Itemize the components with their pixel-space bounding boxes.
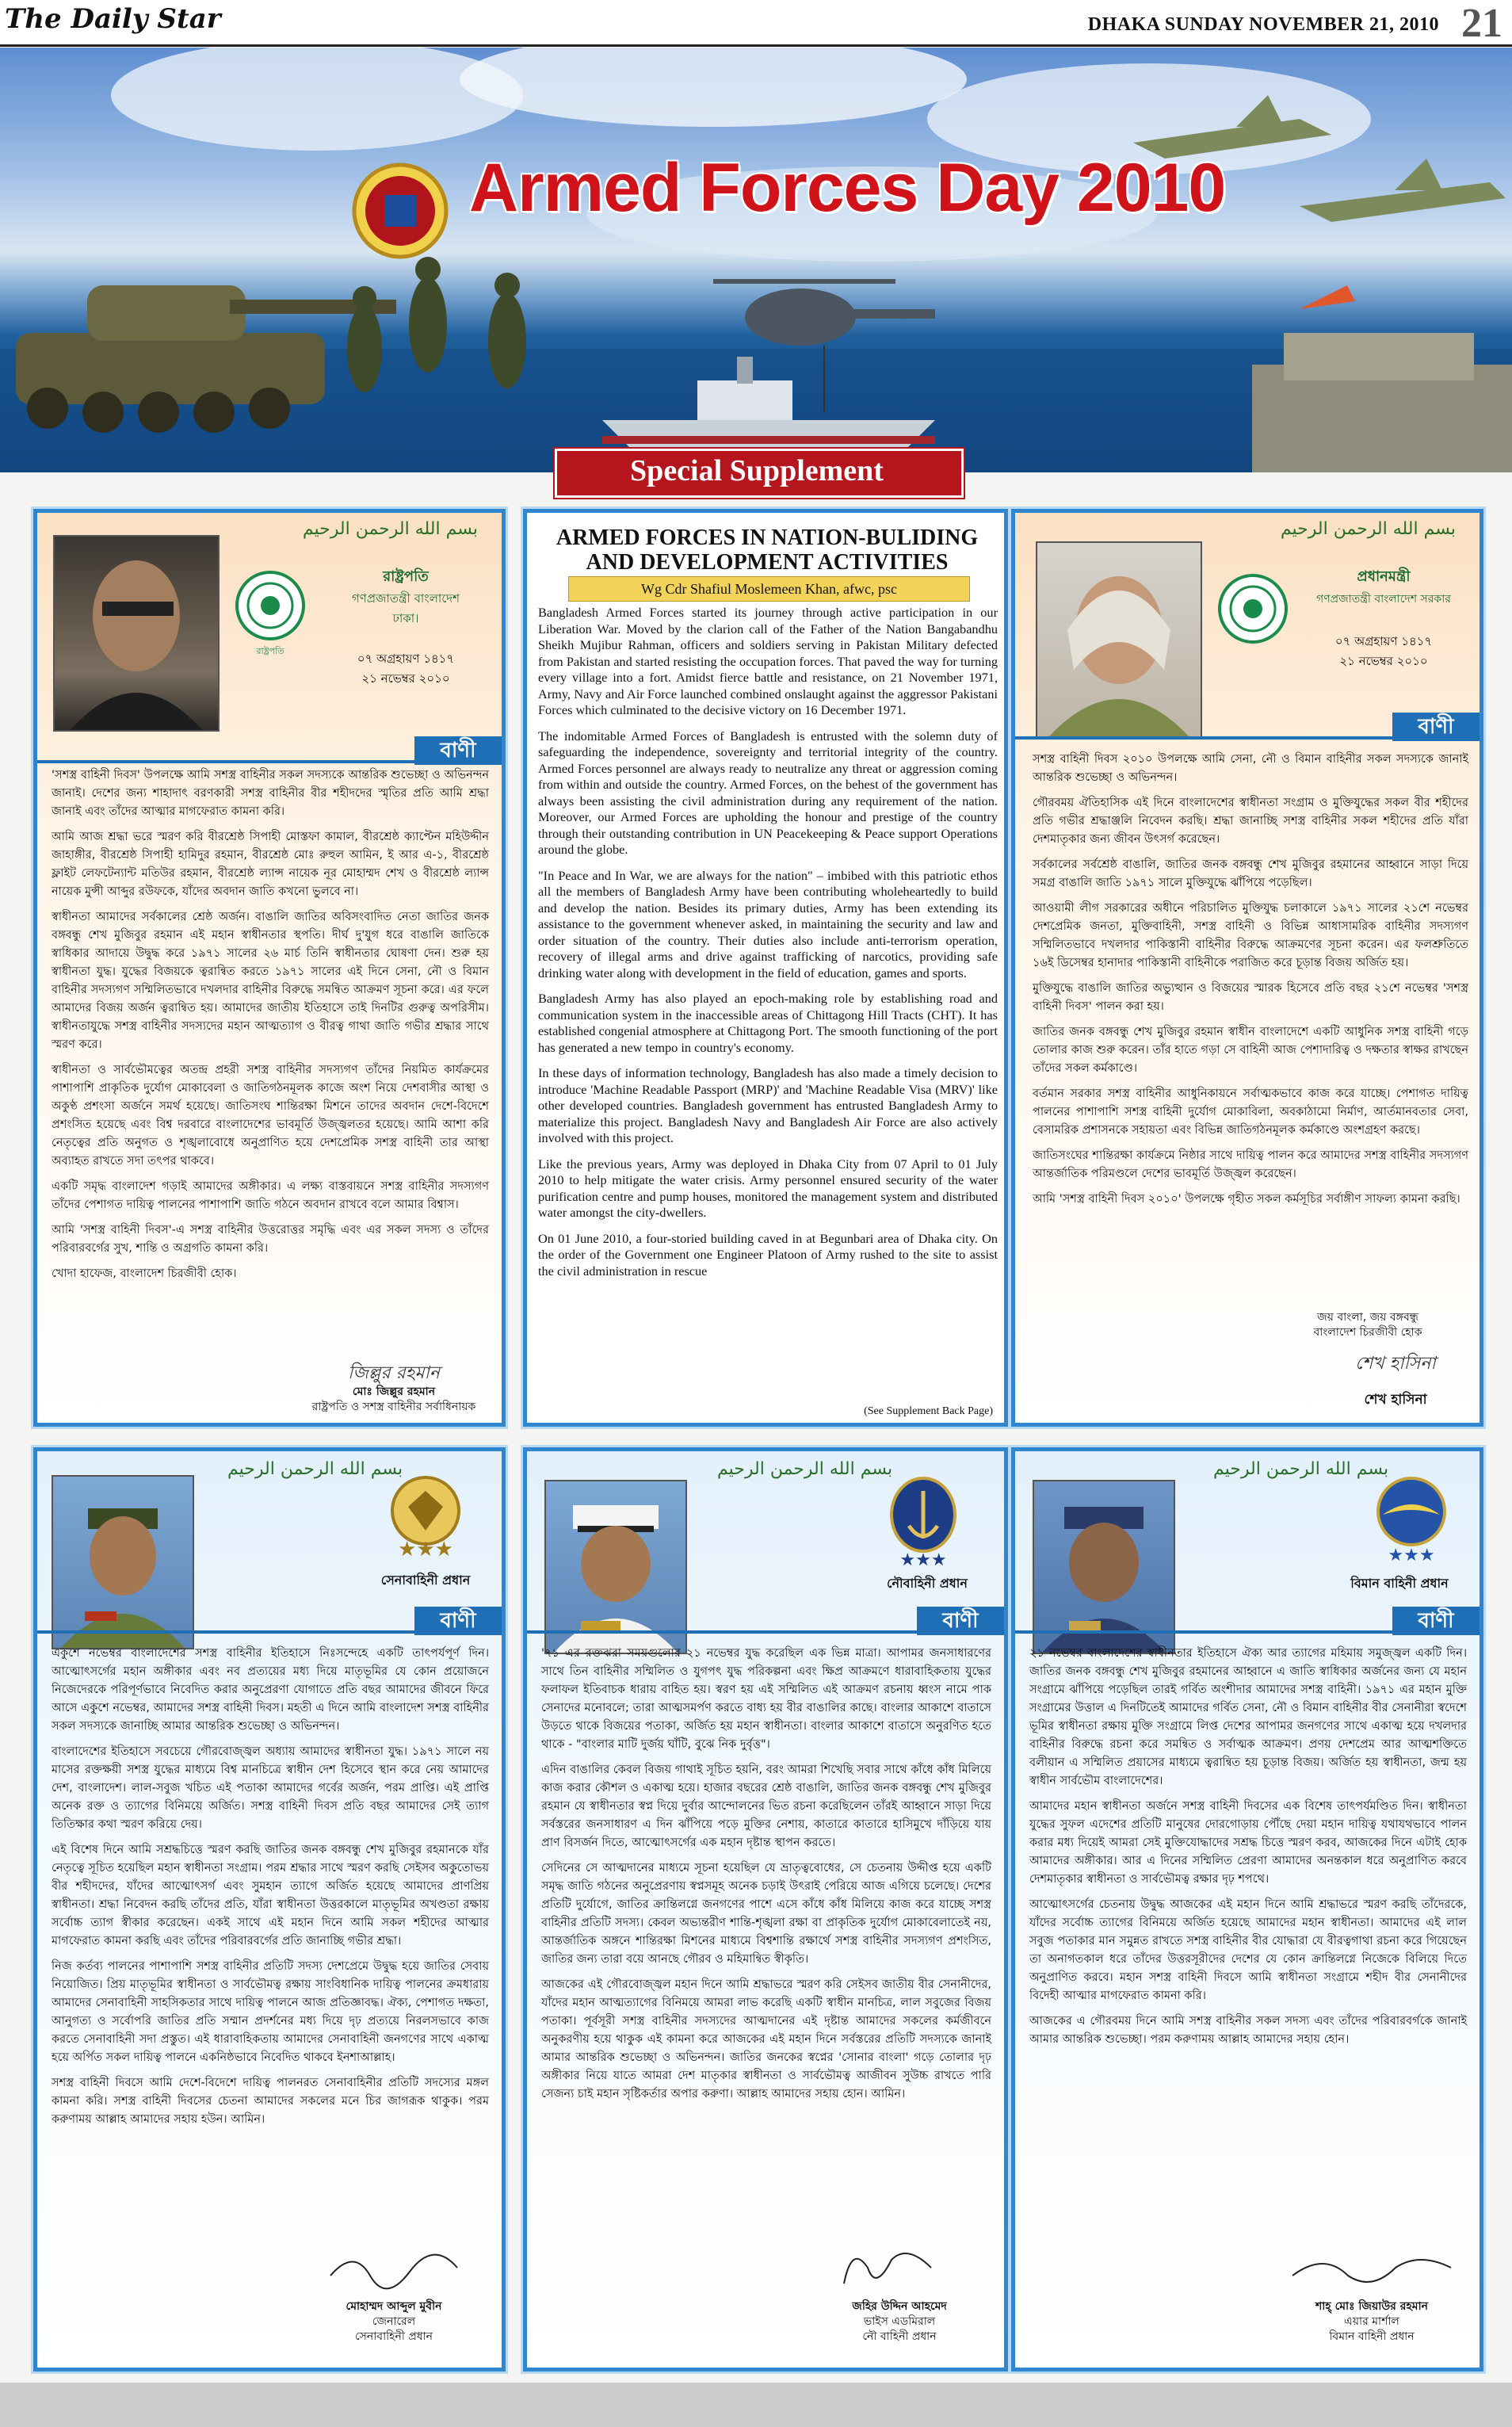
president-signature: জিল্লুর রহমান — [347, 1363, 441, 1383]
pm-subtitle: গণপ্রজাতন্ত্রী বাংলাদেশ সরকার — [1316, 593, 1451, 606]
paragraph: মুক্তিযুদ্ধে বাঙালি জাতির অভ্যুত্থান ও বিজয়ের স্মারক হিসেবে প্রতি বছর ২১শে নভেম্বর 'সশস্ত্র বাহিনী দিবস' পালন করা হয়। — [1033, 982, 1468, 1013]
army-chief-signature — [323, 2244, 465, 2295]
page-footer-strip — [0, 2383, 1512, 2427]
pm-name: শেখ হাসিনা — [1364, 1392, 1427, 1408]
paragraph: আমি আজ শ্রদ্ধা ভরে স্মরণ করি বীরশ্রেষ্ঠ সিপাহী মোস্তফা কামাল, বীরশ্রেষ্ঠ ক্যাপ্টেন মহিউদ্দীন জাহাঙ্গীর, বীরশ্রেষ্ঠ সিপাহী হামিদুর রহমান, বীরশ্রেষ্ঠ মোঃ রুহুল আমিন, ই আর এ-১, বীরশ্রেষ্ঠ ফ্লাইট লেফটেন্যান্ট মতিউর রহমান, বীরশ্রেষ্ঠ ল্যান্স নায়েক নূর মোহাম্মদ শেখ ও বীরশ্রেষ্ঠ ল্যান্স নায়েক মুন্সী আব্দুর রউফকে, যাঁদের অবদান জাতি কখনো ভুলবে না। — [52, 831, 489, 898]
navy-chief-photo — [544, 1480, 687, 1654]
pm-closing — [1269, 1310, 1467, 1340]
prime-minister-message-panel — [1011, 509, 1483, 1427]
newspaper-logo: The Daily Star — [5, 3, 221, 35]
dateline: DHAKA SUNDAY NOVEMBER 21, 2010 — [1087, 14, 1439, 35]
article-body — [538, 605, 998, 1289]
president-designation: রাষ্ট্রপতি ও সশস্ত্র বাহিনীর সর্বাধিনায়ক — [311, 1401, 476, 1413]
navy-chief-signatory — [812, 2299, 987, 2345]
paragraph: বর্তমান সরকার সশস্ত্র বাহিনীর আধুনিকায়নে সর্বাত্মকভাবে কাজ করে যাচ্ছে। পেশাগত দায়িত্ব পালনের পাশাপাশি সশস্ত্র বাহিনী দুর্যোগ মোকাবিলা, অবকাঠামো নির্মাণ, আর্তমানবতার সেবা, বেসামরিক প্রশাসনকে সহায়তা এবং বিভিন্ন জাতিগঠনমূলক কর্মকাণ্ডে অংশগ্রহণ করছে। — [1033, 1087, 1468, 1137]
air-force-crest-emblem — [1364, 1470, 1459, 1565]
pm-date-bengali: ০৭ অগ্রহায়ণ ১৪১৭ — [1334, 634, 1433, 648]
pm-signature: শেখ হাসিনা — [1355, 1354, 1436, 1374]
paragraph: '৭১ এর রক্তঝরা সময়গুলোর ২১ নভেম্বর যুদ্ধ করেছিল এক ভিন্ন মাত্রা। আপামর জনসাধারণের সাথে তিন বাহিনীর সম্মিলিত ও যুগপৎ যুদ্ধ পরিকল্পনা এবং ক্ষিপ্র আক্রমণে ধারাবাহিকতায় যুদ্ধের ফলাফল ইতিবাচক ধারায় বাহিত হয়। স্বরণ হয় এই সম্মিলিত এই আক্রমণ রচনায় ধ্বংস নামে পাক সেনাদের মনোবলে; তারা আত্মসমর্পণ করতে বাধ্য হয় বীর বাঙালির কাছে। বাংলার আকাশে বাতাসে উড়তে থাকে বিজয়ের পতাকা, অর্জিত হয় মহান স্বাধীনতা। বাংলার আকাশে বাতাসে অনুরণিত হতে থাকে - "বাংলার মাটি দুর্জয় ঘাঁটি, বুঝে নিক দুর্বৃত্ত"। — [541, 1647, 991, 1751]
air-chief-signatory — [1277, 2299, 1467, 2345]
army-chief-signatory — [307, 2299, 481, 2345]
bani-label: বাণী — [1392, 1607, 1480, 1635]
president-date-gregorian: ২১ নভেম্বর ২০১০ — [361, 671, 450, 686]
paragraph: Bangladesh Armed Forces started its journey through active participation in our Liberation War. Moved by the clarion call of the Father of the Nation Bangabandhu Sheikh Mujibur Rahman, officers and soldiers serving in Pakistan Military defected from Pakistan and started resisting the occupation forces. That paved the way for turning every village into a fort. Amidst fierce battle and resistance, on 21 November 1971, Army, Navy and Air Force launched combined onslaught against the aggressor Pakistani Forces which culminated to the decisive victory on 16 December 1971. — [538, 605, 998, 717]
paragraph: জাতিসংঘের শান্তিরক্ষা কার্যক্রমে নিষ্ঠার সাথে দায়িত্ব পালন করে আমাদের সশস্ত্র বাহিনীর সদস্যগণ আন্তর্জাতিক পরিমণ্ডলে দেশের ভাবমূর্তি উজ্জ্বল করেছেন। — [1033, 1149, 1468, 1180]
bani-label: বাণী — [414, 736, 502, 765]
special-supplement-label: Special Supplement — [630, 454, 884, 487]
government-seal-emblem — [1213, 573, 1292, 652]
army-chief-message-panel — [33, 1447, 506, 2372]
banner-title: Armed Forces Day 2010 — [469, 150, 1226, 226]
armed-forces-emblem — [354, 165, 446, 257]
bani-label: বাণী — [917, 1607, 1004, 1635]
paragraph: সশস্ত্র বাহিনী দিবসে আমি দেশে-বিদেশে দায়িত্ব পালনরত সেনাবাহিনীর প্রতিটি সদস্যের মঙ্গল কামনা করি। সশস্ত্র বাহিনী দিবসের চেতনা আমাদের সকলের মনে চির জাগরূক থাকুক। পরম করুণাময় আল্লাহ আমাদের সহায় হউন। আমিন। — [52, 2077, 489, 2126]
paragraph: স্বাধীনতা আমাদের সর্বকালের শ্রেষ্ঠ অর্জন। বাঙালি জাতির অবিসংবাদিত নেতা জাতির জনক বঙ্গবন্ধু শেখ মুজিবুর রহমান এই মহান স্বাধীনতার স্থপতি। দীর্ঘ দু'যুগ ধরে বাঙালি জাতিকে স্বাধিকার আদায়ে উদ্বুদ্ধ করে ১৯৭১ সালের ২৬ মার্চ তিনি স্বাধীনতার ঘোষণা দেন। শুরু হয় স্বাধীনতা যুদ্ধ। যুদ্ধের বিজয়কে ত্বরান্বিত করতে ১৯৭১ সালের এই দিনে সেনা, নৌ ও বিমান বাহিনীর সদস্যগণ সম্মিলিতভাবে দখলদার বাহিনীর বিরুদ্ধে সমন্বিত আক্রমণ সূচনা করে। এর ফলে আমাদের বিজয় অর্জন ত্বরান্বিত হয়। আমাদের জাতীয় ইতিহাসে তাই দিনটির গুরুত্ব অপরিসীম। স্বাধীনতাযুদ্ধে সশস্ত্র বাহিনীর সদস্যদের মহান আত্মত্যাগ ও বীরত্ব গাথা জাতি গভীর শ্রদ্ধার সাথে স্মরণ করে। — [52, 911, 489, 1051]
army-chief-name: মোহাম্মদ আব্দুল মুবীন — [346, 2300, 442, 2313]
air-chief-designation: বিমান বাহিনী প্রধান — [1329, 2330, 1415, 2343]
army-title: সেনাবাহিনী প্রধান — [380, 1573, 471, 1588]
paragraph: এই বিশেষ দিনে আমি সশ্রদ্ধচিত্তে স্মরণ করছি জাতির জনক বঙ্গবন্ধু শেখ মুজিবুর রহমানকে যাঁর নেতৃত্বে সূচিত হয়েছিল মহান স্বাধীনতা সংগ্রাম। পরম শ্রদ্ধার সাথে স্মরণ করছি সেইসব অকুতোভয় বীর শহীদদের, যাঁদের আত্মোৎসর্গ এবং সুমহান ত্যাগে অর্জিত হয়েছে আমাদের প্রাণপ্রিয় স্বাধীনতা। শ্রদ্ধা নিবেদন করছি তাঁদের প্রতি, যাঁরা স্বাধীনতা উত্তরকালে মাতৃভূমির অখণ্ডতা রক্ষায় সর্বোচ্চ ত্যাগ স্বীকার করেছেন। একই সাথে এই মহান দিনে আমি সকল শহীদের আত্মার মাগফেরাত কামনা করছি এবং তাঁদের পরিবারবর্গের প্রতি জানাচ্ছি গভীর শ্রদ্ধা। — [52, 1844, 489, 1947]
pm-closing-line-2: বাংলাদেশ চিরজীবী হোক — [1313, 1326, 1422, 1339]
portrait-silhouette — [53, 1477, 193, 1648]
air-title: বিমান বাহিনী প্রধান — [1350, 1576, 1449, 1591]
navy-chief-name: জহির উদ্দিন আহমেদ — [852, 2300, 947, 2313]
air-chief-rank: এয়ার মার্শাল — [1344, 2315, 1399, 2328]
bismillah-calligraphy: بسم الله الرحمن الرحيم — [227, 1459, 403, 1479]
air-message-body — [1029, 1645, 1467, 2056]
president-subtitle: গণপ্রজাতন্ত্রী বাংলাদেশ — [351, 591, 460, 606]
bismillah-calligraphy: بسم الله الرحمن الرحيم — [1280, 519, 1456, 539]
president-photo — [53, 535, 220, 732]
paragraph: একটি সমৃদ্ধ বাংলাদেশ গড়াই আমাদের অঙ্গীকার। এ লক্ষ্য বাস্তবায়নে সশস্ত্র বাহিনীর সদস্যগণ তাঁদের পেশাগত দায়িত্ব পালনের পাশাপাশি জাতি গঠনে অবদান রাখবে বলে আমার বিশ্বাস। — [52, 1180, 489, 1211]
prime-minister-photo — [1036, 541, 1202, 738]
paragraph: আমি 'সশস্ত্র বাহিনী দিবস'-এ সশস্ত্র বাহিনীর উত্তরোত্তর সমৃদ্ধি এবং এর সকল সদস্য ও তাঁদের পরিবারবর্গের সুখ, শান্তি ও অগ্রগতি কামনা করি। — [52, 1224, 489, 1255]
paragraph: নিজ কর্তব্য পালনের পাশাপাশি সশস্ত্র বাহিনীর প্রতিটি সদস্য দেশপ্রেমে উদ্বুদ্ধ হয়ে জাতির সেবায় নিয়োজিত। প্রিয় মাতৃভূমির স্বাধীনতা ও সার্বভৌমত্ব রক্ষায় সাংবিধানিক দায়িত্ব পালনের ক্রমধারায় আমাদের সেনাবাহিনী সাহসিকতার সাথে দায়িত্ব পালনে আজ প্রতিজ্ঞাবদ্ধ। ঐক্য, পেশাগত দক্ষতা, আনুগত্য ও সর্বোপরি জাতির প্রতি সম্মান প্রদর্শনের মধ্য দিয়ে দৃঢ় প্রত্যয়ে নিরলসভাবে কাজ করতে সেনাবাহিনী সদা প্রস্তুত। এই ধারাবাহিকতায় আমাদের সেনাবাহিনী জনগণের সাথে একাত্ম হয়ে অর্পিত সকল দায়িত্ব পালনে একনিষ্ঠভাবে নিবেদিত থাকবে ইনশাআল্লাহ। — [52, 1960, 489, 2064]
article-panel — [523, 509, 1008, 1427]
bani-label: বাণী — [414, 1607, 502, 1635]
army-chief-photo — [52, 1475, 194, 1649]
portrait-silhouette — [546, 1481, 685, 1653]
paragraph: আমি 'সশস্ত্র বাহিনী দিবস ২০১০' উপলক্ষে গৃহীত সকল কর্মসূচির সর্বাঙ্গীণ সাফল্য কামনা করছি। — [1033, 1193, 1460, 1206]
air-chief-name: শাহ্‌ মোঃ জিয়াউর রহমান — [1315, 2300, 1428, 2313]
bismillah-calligraphy: بسم الله الرحمن الرحيم — [1213, 1459, 1389, 1479]
navy-chief-message-panel — [523, 1447, 1008, 2372]
pm-message-body — [1033, 751, 1468, 1216]
paragraph: আওয়ামী লীগ সরকারের অধীনে পরিচালিত মুক্তিযুদ্ধ চলাকালে ১৯৭১ সালের ২১শে নভেম্বর দেশপ্রেমিক জনতা, মুক্তিবাহিনী, সশস্ত্র বাহিনী ও বিভিন্ন আধাসামরিক বাহিনীর সদস্যগণ সম্মিলিতভাবে দখলদার পাকিস্তানী বাহিনীর বিরুদ্ধে আক্রমণের সূচনা করেন। এর ফলশ্রুতিতে ১৬ই ডিসেম্বর হানাদার পাকিস্তানী বাহিনীকে পরাজিত করে চূড়ান্ত বিজয় অর্জিত হয়। — [1033, 902, 1468, 969]
paragraph: ২১ নভেম্বর বাংলাদেশের স্বাধীনতার ইতিহাসে ঐক্য আর ত্যাগের মহিমায় সমুজ্জ্বল একটি দিন। জাতির জনক বঙ্গবন্ধু শেখ মুজিবুর রহমানের আহ্বানে এ জাতি স্বাধিকার অর্জনের জন্য যে মহান সংগ্রামে ঝাঁপিয়ে পড়েছিল তারই গর্বিত অংশীদার আমাদের সশস্ত্র বাহিনী। ১৯৭১ এর মহান মুক্তি সংগ্রামের উত্তাল এ দিনটিতেই আমাদের গর্বিত সেনা, নৌ ও বিমান বাহিনীর বীর সেনানীরা স্বদেশে ভূমির স্বাধীনতা রক্ষায় মুক্তি সংগ্রামে লিপ্ত দেশের আপামর জনগণের সাথে একাত্ম হয়ে দখলদার বাহিনীর বিরুদ্ধে রচনা করে সমন্বিত ও সর্বাত্মক আক্রমণ। প্রণয় দেশপ্রেম আর আত্মশক্তিতে বলীয়ান এ সম্মিলিত প্রয়াসের মাধ্যমে ত্বরান্বিত হয় চূড়ান্ত বিজয়। অর্জিত হয় স্বাধীনতা, জন্ম হয় স্বাধীন সার্বভৌম বাংলাদেশের। — [1029, 1647, 1467, 1787]
portrait-silhouette — [1037, 543, 1201, 736]
air-chief-message-panel — [1011, 1447, 1483, 2372]
paragraph: একুশে নভেম্বর বাংলাদেশের সশস্ত্র বাহিনীর ইতিহাসে নিঃসন্দেহে একটি তাৎপর্যপূর্ণ দিন। আত্মোৎসর্গের মহান অঙ্গীকার এবং নব প্রত্যয়ের মধ্য দিয়ে মাতৃভূমির যে কোন প্রয়োজনে নিজেদেরকে পরিপূর্ণভাবে নিবেদিত করার অনুপ্রেরণা যোগাতে প্রতি বছর আমাদের জীবনে ফিরে আসে একুশে নভেম্বর, আমাদের সশস্ত্র বাহিনী দিবস। মহতী এ দিনে আমি বাংলাদেশ সশস্ত্র বাহিনীর সকল সদস্যকে জানাচ্ছি আমার আন্তরিক শুভেচ্ছা ও অভিনন্দন। — [52, 1647, 489, 1733]
president-signatory — [299, 1385, 489, 1415]
paragraph: 'সশস্ত্র বাহিনী দিবস' উপলক্ষে আমি সশস্ত্র বাহিনীর সকল সদস্যকে আন্তরিক শুভেচ্ছা ও অভিনন্দন জানাই। দেশের জন্য শাহাদাৎ বরণকারী সশস্ত্র বাহিনীর বীর শহীদদের স্মৃতির প্রতি আমি শ্রদ্ধা জানাই এবং তাঁদের আত্মার মাগফেরাত কামনা করি। — [52, 769, 489, 818]
bismillah-calligraphy: بسم الله الرحمن الرحيم — [302, 519, 478, 539]
paragraph: খোদা হাফেজ, বাংলাদেশ চিরজীবী হোক। — [52, 1267, 237, 1280]
military-collage-illustration — [0, 48, 1512, 472]
paragraph: Like the previous years, Army was deployed in Dhaka City from 07 April to 01 July 2010 to help mitigate the water crisis. Army personnel ensured security of the water purification centre and pump houses, monitored the management system and distributed water amongst the city-dwellers. — [538, 1156, 998, 1220]
president-seal-emblem — [231, 570, 310, 659]
paragraph: "In Peace and In War, we are always for the nation" – imbibed with this patriotic ethos all the members of Bangladesh Army have been contributing wholeheartedly to build and develop the nation. Besides its primary duties, Army has been extending its assistance to the government whenever asked, in maintaining the security and law and order situation of the country. Their duties also include anti-terrorism operation, recovery of illegal arms and drive against trafficking of narcotics, providing safe drinking water along with development in the field of education, games and sports. — [538, 867, 998, 980]
air-chief-photo — [1033, 1480, 1175, 1654]
portrait-silhouette — [55, 537, 218, 730]
svg-text:★★★: ★★★ — [1388, 1546, 1435, 1565]
paragraph: Bangladesh Army has also played an epoch-making role by establishing road and communication system in the inaccessible areas of Chittagong Hill Tracts (CHT). It has established congenial atmosphere at Chittagong Port. The smooth functioning of the port has generated a new tempo in country's economy. — [538, 991, 998, 1055]
navy-message-body — [541, 1645, 991, 2111]
navy-chief-designation: নৌ বাহিনী প্রধান — [862, 2330, 937, 2343]
paragraph: স্বাধীনতা ও সার্বভৌমত্বের অতন্দ্র প্রহরী সশস্ত্র বাহিনীর সদস্যগণ তাঁদের নিয়মিত কার্যক্রমের পাশাপাশি প্রাকৃতিক দুর্যোগ মোকাবেলা ও জাতিগঠনমূলক কাজে অংশ নিয়ে দেশবাসীর আস্থা ও অকুণ্ঠ প্রশংসা অর্জনে সমর্থ হয়েছে। জাতিসংঘ শান্তিরক্ষা মিশনে তাদের অবদান দেশে-বিদেশে প্রশংসিত হয়েছে এবং বিশ্ব দরবারে বাংলাদেশের ভাবমূর্তি উজ্জ্বলতর হয়েছে। আমি আশা করি নেতৃত্বের প্রতি অনুগত ও শৃঙ্খলাবোধে অনুপ্রাণিত হয়ে দেশপ্রেমিক সশস্ত্র বাহিনী তার আস্থা অব্যাহত রাখতে সদা তৎপর থাকবে। — [52, 1064, 489, 1168]
president-date-bengali: ০৭ অগ্রহায়ণ ১৪১৭ — [357, 652, 455, 666]
paragraph: আজকের এই গৌরবোজ্জ্বল মহান দিনে আমি শ্রদ্ধাভরে স্মরণ করি সেইসব জাতীয় বীর সেনানীদের, যাঁদের মহান আত্মত্যাগের বিনিময়ে আমরা লাভ করেছি একটি স্বাধীন মানচিত্র, লাল সবুজের বিজয় পতাকা। পূর্বসূরী সশস্ত্র বাহিনীর সদস্যদের আত্মদানের এই দৃষ্টান্ত আমাদের সকলের কর্মজীবনে অনুকরণীয় হয়ে থাকুক এই কামনা করে আজকের এই মহান দিনে সর্বস্তরের প্রতিটি সদস্যকে জানাই আমার আন্তরিক শুভেচ্ছা ও অভিনন্দন। জাতির জনকের স্বপ্নের 'সোনার বাংলা' গড়ে তোলার দৃঢ় অঙ্গীকার নিয়ে যাতে আমরা দেশ মাতৃকার স্বাধীনতা ও সার্বভৌমত্ব আজীবন সুউচ্চ রাখতে পারি সেজন্য চাই মহান সৃষ্টিকর্তার অপার করুণা। আল্লাহ আমাদের সহায় হোন। আমিন। — [541, 1978, 991, 2100]
bismillah-calligraphy: بسم الله الرحمن الرحيم — [717, 1459, 893, 1479]
seal-label: রাষ্ট্রপতি — [256, 646, 284, 656]
president-place: ঢাকা। — [392, 611, 419, 625]
pm-closing-line-1: জয় বাংলা, জয় বঙ্গবন্ধু — [1317, 1311, 1418, 1324]
president-title-block — [323, 565, 489, 690]
army-chief-designation: সেনাবাহিনী প্রধান — [354, 2330, 433, 2343]
army-chief-rank: জেনারেল — [372, 2315, 416, 2328]
army-title-block — [362, 1570, 489, 1592]
missile-launcher-graphic — [1252, 285, 1512, 472]
president-message-body — [52, 766, 489, 1290]
navy-title: নৌবাহিনী প্রধান — [887, 1576, 968, 1591]
paragraph: বাংলাদেশের ইতিহাসে সবচেয়ে গৌরবোজ্জ্বল অধ্যায় আমাদের স্বাধীনতা যুদ্ধ। ১৯৭১ সালে নয় মাসের রক্তক্ষয়ী সশস্ত্র যুদ্ধের মাধ্যমে বিশ্ব মানচিত্রে স্বাধীন দেশ হিসেবে স্থান করে নেয় আমাদের দেশ, বাংলাদেশ। লাল-সবুজ খচিত এই পতাকা আমাদের গর্বের অর্জন, পরম প্রাপ্তি। এই প্রাপ্তি অনেক রক্ত ও ত্যাগের বিনিময়ে অর্জিত। সশস্ত্র বাহিনী দিবস প্রতি বছর আমাদের সেই ত্যাগ তিতিক্ষার কথা স্মরণ করিয়ে দেয়। — [52, 1745, 489, 1831]
page-number: 21 — [1461, 1, 1502, 46]
article-headline: ARMED FORCES IN NATION-BULIDING AND DEVELOPMENT ACTIVITIES — [556, 526, 979, 575]
paragraph: সশস্ত্র বাহিনী দিবস ২০১০ উপলক্ষে আমি সেনা, নৌ ও বিমান বাহিনীর সকল সদস্যকে জানাই আন্তরিক শুভেচ্ছা ও অভিনন্দন। — [1033, 753, 1468, 784]
paragraph: The indomitable Armed Forces of Bangladesh is entrusted with the solemn duty of safeguarding the independence, sovereignty and territorial integrity of the country. Armed Forces personnel are always ready to neutralize any threat or aggression coming from within and outside the country. Armed Forces, on the behest of the government has always been assisting the civil administration during any requirement of the nation. Moreover, our Armed Forces are upholding the honour and prestige of the country through their outstanding contribution in UN Peacekeeping & Peace support Operations around the globe. — [538, 728, 998, 857]
pm-title: প্রধানমন্ত্রী — [1357, 568, 1411, 585]
navy-chief-rank: ভাইস এডমিরাল — [863, 2315, 936, 2328]
pm-title-block — [1292, 565, 1475, 672]
pm-date-gregorian: ২১ নভেম্বর ২০১০ — [1339, 654, 1428, 668]
president-title: রাষ্ট্রপতি — [383, 568, 429, 585]
continued-note: (See Supplement Back Page) — [864, 1405, 993, 1417]
paragraph: সর্বকালের সর্বশ্রেষ্ঠ বাঙালি, জাতির জনক বঙ্গবন্ধু শেখ মুজিবুর রহমানের আহ্বানে সাড়া দিয়ে সমগ্র বাঙালি জাতি ১৯৭১ সালে মুক্তিযুদ্ধে ঝাঁপিয়ে পড়েছিল। — [1033, 858, 1468, 889]
paragraph: আত্মোৎসর্গের চেতনায় উদ্বুদ্ধ আজকের এই মহান দিনে আমি শ্রদ্ধাভরে স্মরণ করছি তাঁদেরকে, যাঁদের সর্বোচ্চ ত্যাগের বিনিময়ে অর্জিত হয়েছে আমাদের মহান স্বাধীনতা। আমাদের এই লাল সবুজ পতাকার মান সমুন্নত রাখতে সশস্ত্র বাহিনীর বীর যোদ্ধারা যে বীরত্বগাথা রচনা করে গিয়েছেন তা অনাগতকাল ধরে তাঁদের উত্তরসূরীদের দেশের যে কোন ক্রান্তিলগ্নে নিজেকে বিলিয়ে দিতে অনুপ্রাণিত করবে। মহান সশস্ত্র বাহিনী দিবসে আমি স্বাধীনতা সংগ্রামে শহীদ বীর সেনানীদের বিদেহী আত্মার মাগফেরাত কামনা করি। — [1029, 1898, 1467, 2002]
portrait-silhouette — [1034, 1481, 1174, 1653]
svg-text:★★★: ★★★ — [398, 1538, 453, 1561]
army-crest-emblem — [370, 1475, 481, 1562]
paragraph: এদিন বাঙালির কেবল বিজয় গাথাই সূচিত হয়নি, বরং আমরা শিখেছি সবার সাথে কাঁধে কাঁধ মিলিয়ে কাজ করার কৌশল ও একাত্ম হয়ে। হাজার বছরের শ্রেষ্ঠ বাঙালি, জাতির জনক বঙ্গবন্ধু শেখ মুজিবুর রহমান যে স্বাধীনতার স্বপ্ন দিয়ে দুর্বার আন্দোলনের ভিত রচনা করেছিলেন তাঁরই আহ্বানে সাড়া দিয়ে সর্বস্তরের জনসাধারণ এ দিন ঝাঁপিয়ে পড়ে মুক্তির নেশায়, কাতারে কাতারে হাসিমুখে দাঁড়িয়ে যায় প্রাণ বিসর্জন দিতে, আত্মোৎসর্গের এক মহান দৃষ্টান্ত স্থাপন করতে। — [541, 1764, 991, 1849]
banner-image — [0, 48, 1512, 472]
paragraph: গৌরবময় ঐতিহাসিক এই দিনে বাংলাদেশের স্বাধীনতা সংগ্রাম ও মুক্তিযুদ্ধের সকল বীর শহীদের প্রতি গভীর শ্রদ্ধাঞ্জলি নিবেদন করছি। শ্রদ্ধা জানাচ্ছি সশস্ত্র বাহিনীর সকল শহীদের প্রতি যাঁরা দেশমাতৃকার জন্য জীবন উৎসর্গ করেছেন। — [1033, 797, 1468, 846]
president-message-panel — [33, 509, 506, 1427]
paragraph: জাতির জনক বঙ্গবন্ধু শেখ মুজিবুর রহমান স্বাধীন বাংলাদেশে একটি আধুনিক সশস্ত্র বাহিনী গড়ে তোলার কাজ শুরু করেন। তাঁর হাতে গড়া সে বাহিনী আজ পেশাদারিত্ব ও দক্ষতার স্বাক্ষর রাখছেন তাঁদের সকল কর্মকাণ্ডে। — [1033, 1026, 1468, 1075]
navy-title-block — [860, 1573, 995, 1595]
article-byline: Wg Cdr Shafiul Moslemeen Khan, afwc, psc — [568, 576, 970, 602]
paragraph: আজকের এ গৌরবময় দিনে আমি সশস্ত্র বাহিনীর সকল সদস্য এবং তাঁদের পরিবারবর্গকে জানাই আমার আন্তরিক শুভেচ্ছা। পরম করুণাময় আল্লাহ আমাদের সহায় হোন। — [1029, 2015, 1467, 2046]
navy-chief-signature — [828, 2236, 947, 2303]
paragraph: On 01 June 2010, a four-storied building caved in at Begunbari area of Dhaka city. On the order of the Government one Engineer Platoon of Army rushed to the site to assist the civil administration in rescue — [538, 1230, 998, 1278]
president-name: মোঃ জিল্লুর রহমান — [352, 1385, 436, 1398]
paragraph: In these days of information technology, Bangladesh has also made a timely decision to introduce 'Machine Readable Passport (MRP)' and 'Machine Readable Visa (MRV)' like other developed countries. Bangladesh government has entrusted Bangladesh Army to materialize this project. Bangladesh Navy and Bangladesh Air Force are also actively involved with this project. — [538, 1065, 998, 1145]
bani-label: বাণী — [1392, 713, 1480, 741]
pm-signatory — [1332, 1393, 1459, 1408]
paragraph: সেদিনের সে আত্মদানের মাধ্যমে সূচনা হয়েছিল যে ভ্রাতৃত্ববোধের, সে চেতনায় উদ্দীপ্ত হয়ে একটি সমৃদ্ধ জাতি গঠনের অনুপ্রেরণায় স্বপ্নসমূহ অনেক চড়াই উৎরাই পেরিয়ে আজ এগিয়ে চলেছে। দেশের প্রতিটি দুর্যোগে, জাতির ক্রান্তিলগ্নে জনগণের পাশে এসে কাঁধে কাঁধ মিলিয়ে কাজ করে যাচ্ছে সশস্ত্র বাহিনীর প্রতিটি সদস্য। কেবল অভ্যন্তরীণ শান্তি-শৃঙ্খলা রক্ষা বা প্রাকৃতিক দুর্যোগ মোকাবেলাতেই নয়, আন্তর্জাতিক অঙ্গনে শান্তিরক্ষা মিশনের মাধ্যমে বিশ্বশান্তি রক্ষার্থে সশস্ত্র বাহিনীর সদস্যগণ প্রশংসিত, জাতির জন্য তারা বয়ে আনছে গৌরব ও মহিমান্বিত স্বীকৃতি। — [541, 1862, 991, 1966]
air-chief-signature — [1285, 2244, 1459, 2295]
army-message-body — [52, 1645, 489, 2136]
masthead — [0, 0, 1512, 47]
svg-text:★★★: ★★★ — [899, 1550, 947, 1570]
paragraph: আমাদের মহান স্বাধীনতা অর্জনে সশস্ত্র বাহিনী দিবসের এক বিশেষ তাৎপর্যমণ্ডিত দিন। স্বাধীনতা যুদ্ধের সুফল এদেশের প্রতিটি মানুষের দোরগোড়ায় পৌঁছে দেয়া মহান দায়িত্ব যথাযথভাবে পালন করার মধ্য দিয়েই আমরা সেই মুক্তিযোদ্ধাদের সশ্রদ্ধ চিত্তে স্মরণ করব, আজকের দিনে এটাই হোক আমাদের অঙ্গীকার। আর এ দিনের সম্মিলিত প্রেরণা আমাদের অনন্তকাল ধরে অনুপ্রাণিত করবে দেশমাতৃকার স্বাধীনতা ও সার্বভৌমত্ব রক্ষার দৃঢ় শপথে। — [1029, 1800, 1467, 1886]
air-title-block — [1324, 1573, 1475, 1595]
navy-crest-emblem — [876, 1475, 971, 1570]
